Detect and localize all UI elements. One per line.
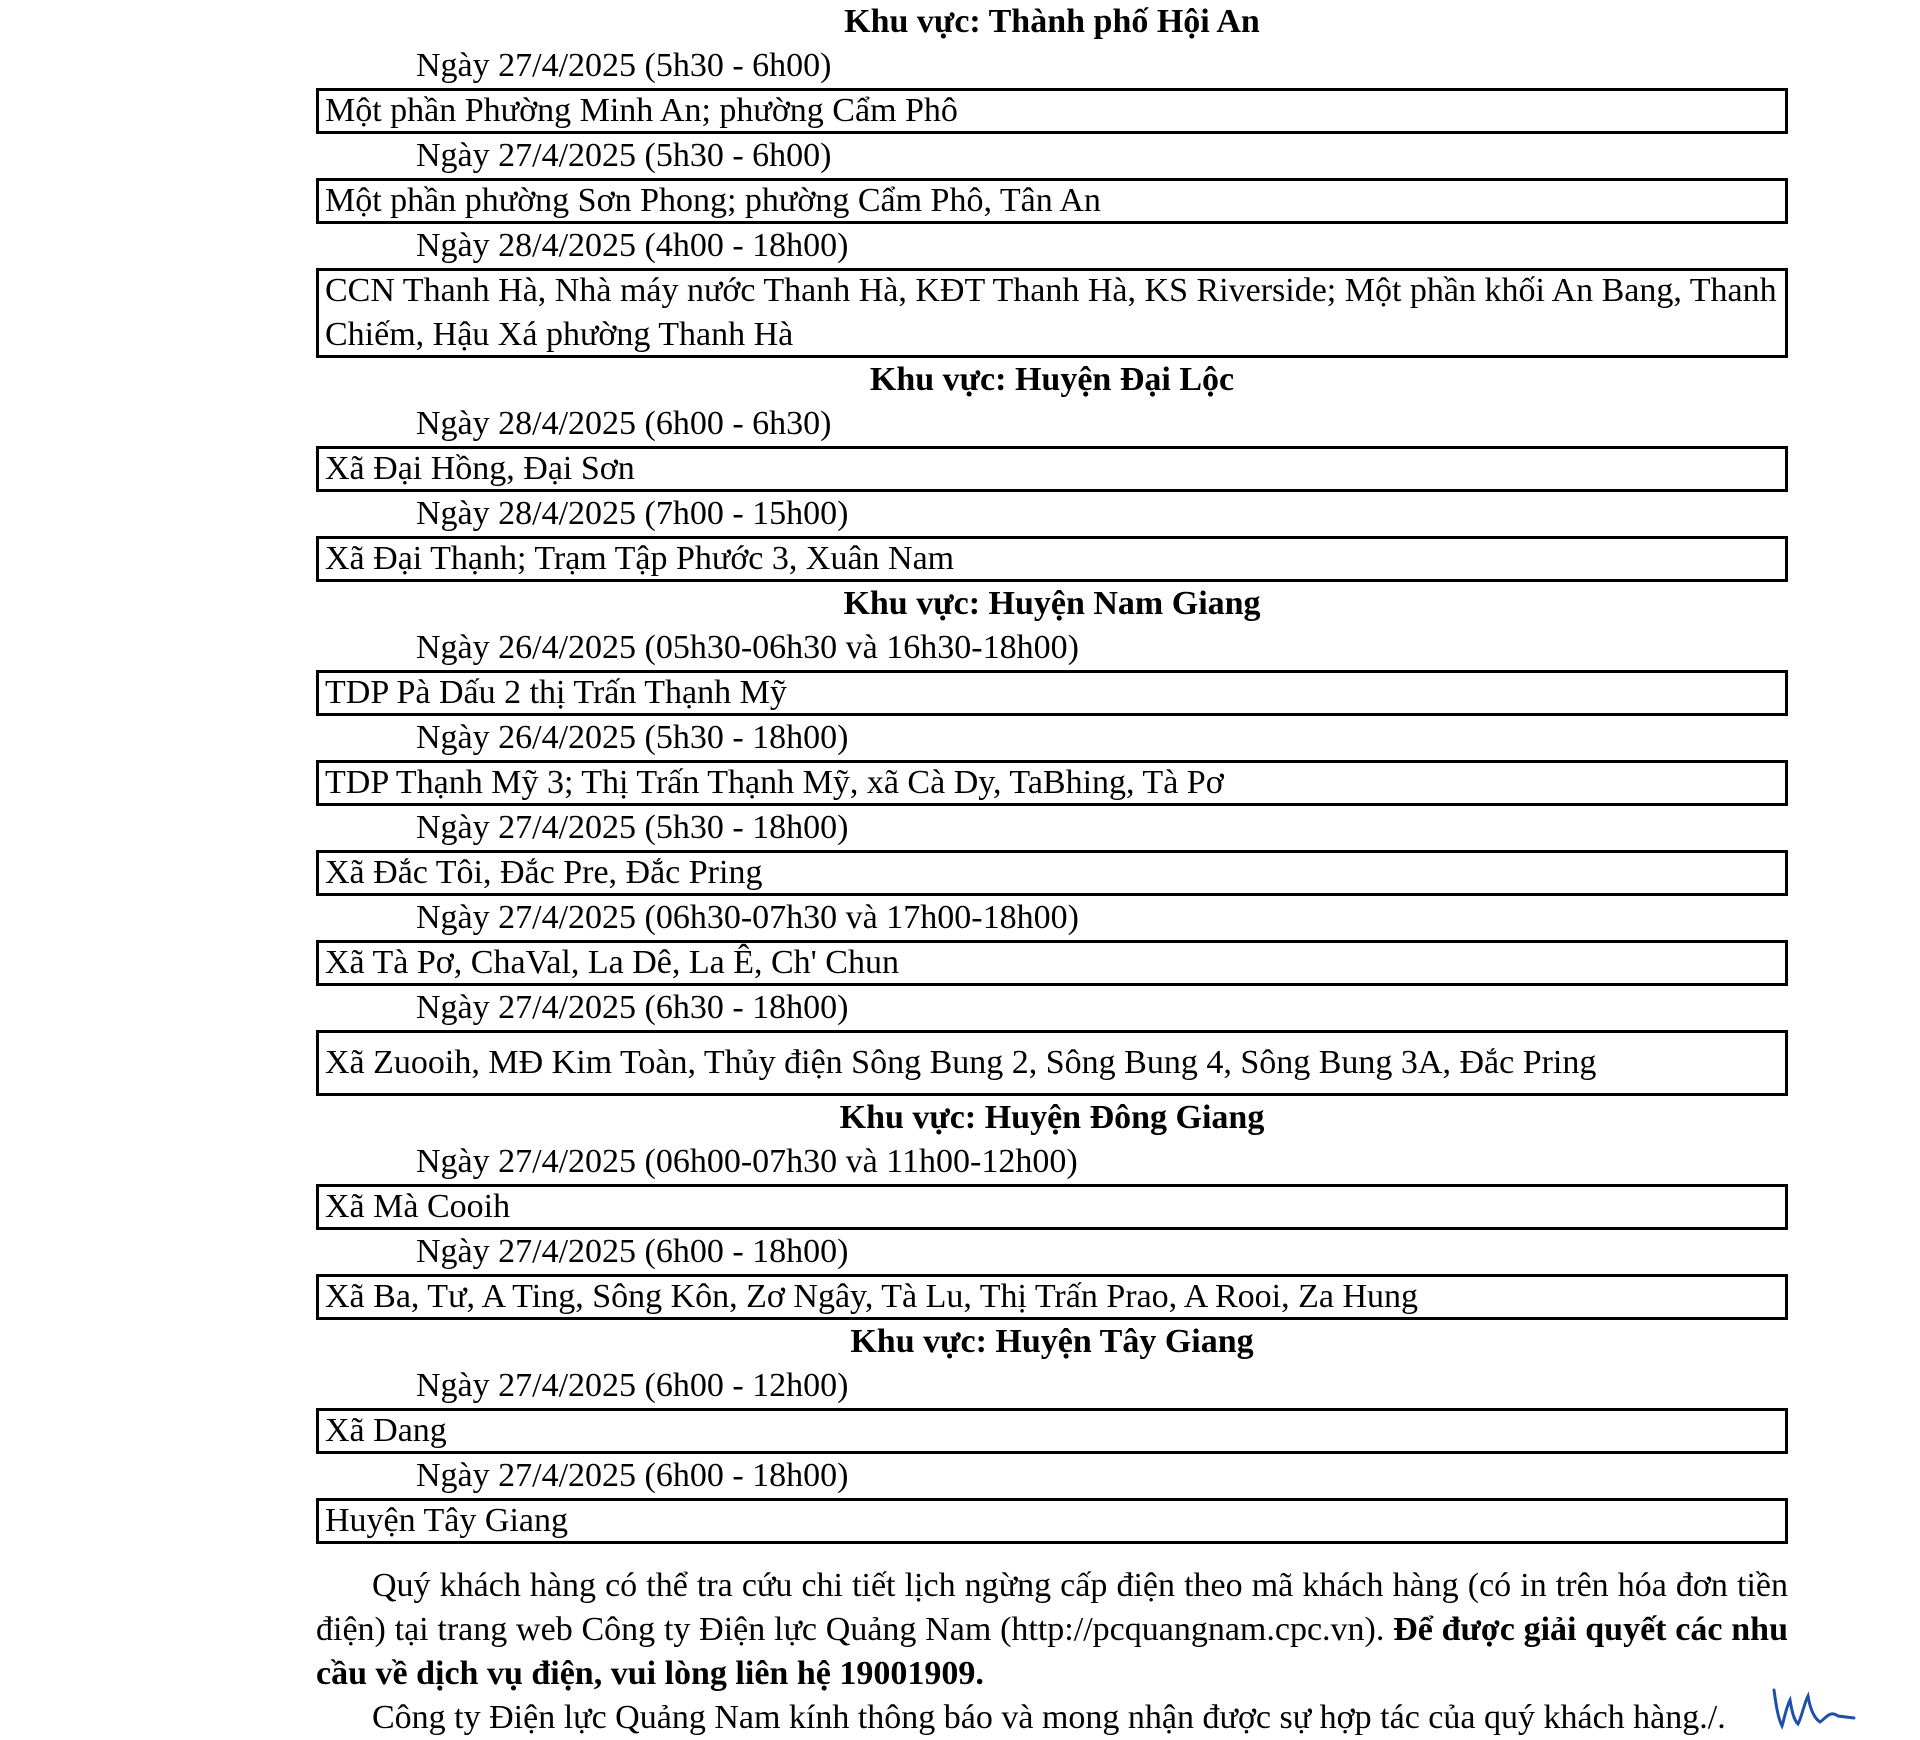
affected-area-text: TDP Thạnh Mỹ 3; Thị Trấn Thạnh Mỹ, xã Cà Dy, TaBhing, Tà Pơ	[325, 764, 1224, 801]
schedule-date: Ngày 27/4/2025 (5h30 - 6h00)	[416, 47, 832, 84]
affected-area-box	[316, 1274, 1788, 1320]
affected-area-text: Xã Mà Cooih	[325, 1188, 511, 1225]
closing-paragraph: Công ty Điện lực Quảng Nam kính thông báo và mong nhận được sự hợp tác của quý khách hàng./.	[372, 1699, 1726, 1736]
lookup-text: Quý khách hàng có thể tra cứu chi tiết lịch ngừng cấp điện theo mã khách hàng (có in trên hóa đơn tiền điện) tại trang web Công ty Điện lực Quảng Nam (http://pcquangnam.cpc.vn).	[316, 1567, 1788, 1648]
region-dai-loc	[316, 358, 1788, 582]
schedule-date: Ngày 27/4/2025 (6h00 - 12h00)	[416, 1367, 849, 1404]
region-dong-giang	[316, 1096, 1788, 1320]
schedule-date: Ngày 28/4/2025 (7h00 - 15h00)	[416, 495, 849, 532]
affected-area-box	[316, 940, 1788, 986]
affected-area-box	[316, 1498, 1788, 1544]
affected-area-text: Một phần phường Sơn Phong; phường Cẩm Phô, Tân An	[325, 182, 1101, 219]
affected-area-box	[316, 850, 1788, 896]
contact-hotline-text: Để được giải quyết các nhu cầu về dịch vụ điện, vui lòng liên hệ 19001909.	[316, 1611, 1788, 1692]
schedule-date: Ngày 26/4/2025 (05h30-06h30 và 16h30-18h00)	[416, 629, 1079, 666]
affected-area-text: TDP Pà Dấu 2 thị Trấn Thạnh Mỹ	[325, 674, 787, 711]
affected-area-box	[316, 88, 1788, 134]
region-title: Khu vực: Huyện Nam Giang	[843, 585, 1261, 622]
region-tay-giang	[316, 1320, 1788, 1544]
region-hoi-an	[316, 0, 1788, 358]
affected-area-text: Xã Ba, Tư, A Ting, Sông Kôn, Zơ Ngây, Tà Lu, Thị Trấn Prao, A Rooi, Za Hung	[325, 1278, 1418, 1315]
region-nam-giang	[316, 582, 1788, 1096]
region-title: Khu vực: Huyện Đông Giang	[839, 1099, 1265, 1136]
affected-area-text: Xã Đại Hồng, Đại Sơn	[325, 450, 635, 487]
schedule-date: Ngày 27/4/2025 (6h00 - 18h00)	[416, 1457, 849, 1494]
affected-area-box	[316, 446, 1788, 492]
outage-schedule-document	[316, 0, 1788, 1544]
affected-area-box	[316, 1408, 1788, 1454]
schedule-date: Ngày 27/4/2025 (6h30 - 18h00)	[416, 989, 849, 1026]
affected-area-text: Xã Tà Pơ, ChaVal, La Dê, La Ê, Ch' Chun	[325, 944, 899, 981]
lookup-paragraph	[316, 1564, 1788, 1696]
affected-area-text: Huyện Tây Giang	[325, 1502, 568, 1539]
affected-area-box	[316, 1184, 1788, 1230]
affected-area-text: Một phần Phường Minh An; phường Cẩm Phô	[325, 92, 958, 129]
affected-area-box	[316, 178, 1788, 224]
affected-area-text: CCN Thanh Hà, Nhà máy nước Thanh Hà, KĐT Thanh Hà, KS Riverside; Một phần khối An Bang, Thanh Chiếm, Hậu Xá phường Thanh Hà	[325, 272, 1777, 353]
region-title: Khu vực: Thành phố Hội An	[844, 3, 1260, 40]
affected-area-text: Xã Dang	[325, 1412, 447, 1449]
region-title: Khu vực: Huyện Tây Giang	[850, 1323, 1254, 1360]
schedule-date: Ngày 26/4/2025 (5h30 - 18h00)	[416, 719, 849, 756]
region-title: Khu vực: Huyện Đại Lộc	[869, 361, 1235, 398]
affected-area-box	[316, 268, 1788, 358]
schedule-date: Ngày 27/4/2025 (06h30-07h30 và 17h00-18h00)	[416, 899, 1079, 936]
affected-area-box	[316, 1030, 1788, 1096]
affected-area-box	[316, 670, 1788, 716]
signature-mark	[1768, 1660, 1856, 1730]
affected-area-text: Xã Zuooih, MĐ Kim Toàn, Thủy điện Sông Bung 2, Sông Bung 4, Sông Bung 3A, Đắc Pring	[325, 1044, 1597, 1081]
schedule-date: Ngày 27/4/2025 (06h00-07h30 và 11h00-12h00)	[416, 1143, 1078, 1180]
footer-notice	[316, 1564, 1788, 1740]
affected-area-box	[316, 536, 1788, 582]
schedule-date: Ngày 28/4/2025 (6h00 - 6h30)	[416, 405, 832, 442]
affected-area-text: Xã Đại Thạnh; Trạm Tập Phước 3, Xuân Nam	[325, 540, 955, 577]
affected-area-box	[316, 760, 1788, 806]
schedule-date: Ngày 27/4/2025 (5h30 - 6h00)	[416, 137, 832, 174]
schedule-date: Ngày 27/4/2025 (5h30 - 18h00)	[416, 809, 849, 846]
schedule-date: Ngày 28/4/2025 (4h00 - 18h00)	[416, 227, 849, 264]
affected-area-text: Xã Đắc Tôi, Đắc Pre, Đắc Pring	[325, 854, 763, 891]
schedule-date: Ngày 27/4/2025 (6h00 - 18h00)	[416, 1233, 849, 1270]
